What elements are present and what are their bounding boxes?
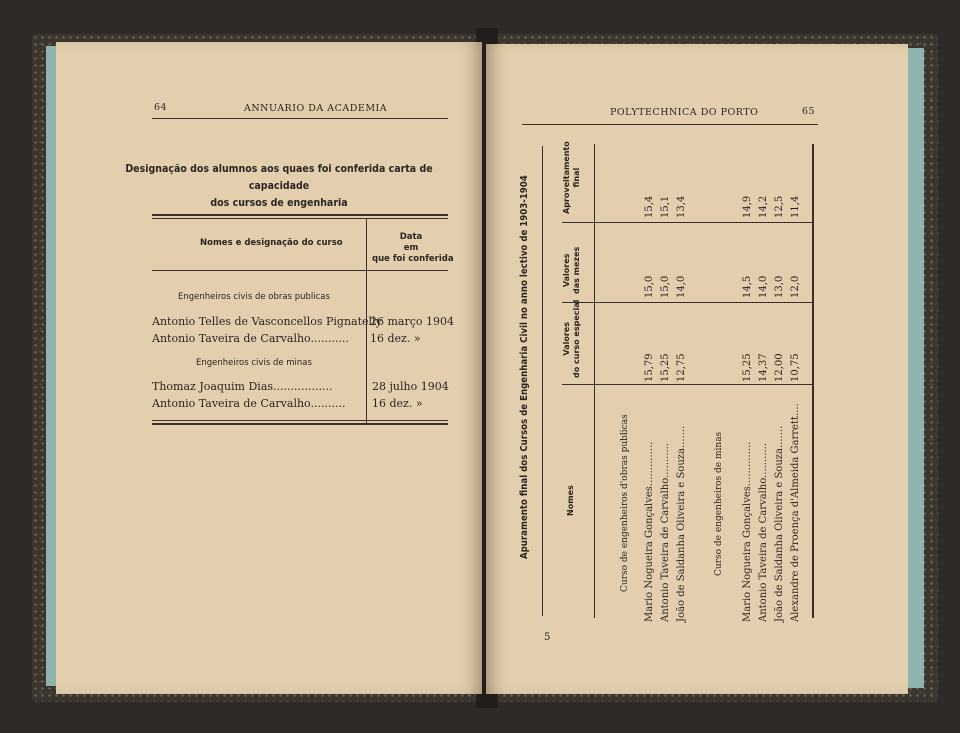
value-curso: 12,75 bbox=[676, 353, 687, 382]
value-final: 11,4 bbox=[790, 195, 801, 218]
right-running-head: POLYTECHNICA DO PORTO bbox=[610, 107, 759, 118]
right-page-number: 65 bbox=[802, 106, 816, 117]
title-line-1: Designação dos alumnos aos quaes foi conferida carta de capacidade bbox=[125, 162, 433, 192]
col-rule-1 bbox=[562, 222, 812, 223]
group-obras-publicas: Curso de engenheiros d'obras publicas bbox=[620, 414, 630, 592]
section-minas: Engenheiros civis de minas bbox=[196, 358, 312, 368]
col-rule-3 bbox=[562, 384, 812, 385]
table-row-name: Antonio Taveira de Carvalho.......... bbox=[152, 397, 346, 410]
table-title: Apuramento final dos Cursos de Engenharia Civil no anno lectivo de 1903-1904 bbox=[519, 175, 530, 559]
value-curso: 12,00 bbox=[774, 353, 785, 382]
value-mezes: 15,0 bbox=[660, 275, 671, 298]
signature-mark: 5 bbox=[544, 632, 551, 643]
header-rule-bottom bbox=[152, 270, 448, 271]
col-header-valores-mezes bbox=[562, 247, 582, 294]
list-item: Mario Nogueira Gonçalves.............. bbox=[742, 441, 753, 622]
left-running-head: ANNUARIO DA ACADEMIA bbox=[244, 103, 388, 114]
col-header-date-1: Data bbox=[399, 232, 423, 242]
value-curso: 14,37 bbox=[758, 353, 769, 382]
value-mezes: 14,5 bbox=[742, 275, 753, 298]
header-rule bbox=[522, 124, 818, 125]
section-obras-publicas: Engenheiros civis de obras publicas bbox=[178, 292, 330, 302]
col-header-date-2: em bbox=[403, 243, 419, 253]
table-row-date: 28 julho 1904 bbox=[372, 380, 449, 393]
document-title bbox=[120, 160, 438, 211]
value-curso: 15,25 bbox=[742, 353, 753, 382]
value-final: 15,4 bbox=[644, 195, 655, 218]
col-header-nomes: Nomes bbox=[566, 485, 575, 516]
value-mezes: 14,0 bbox=[676, 275, 687, 298]
table-bottom-rule bbox=[152, 420, 448, 421]
aprov-line-1: Aproveitamento bbox=[562, 141, 571, 214]
value-final: 14,2 bbox=[758, 195, 769, 218]
list-item: Antonio Taveira de Carvalho........... bbox=[758, 442, 769, 622]
list-item: Antonio Taveira de Carvalho........... bbox=[660, 442, 671, 622]
table-top-rule-2 bbox=[152, 218, 448, 219]
value-final: 12,5 bbox=[774, 195, 785, 218]
value-final: 14,9 bbox=[742, 195, 753, 218]
col-header-valores-curso bbox=[562, 300, 582, 378]
header-divider bbox=[594, 144, 595, 618]
curso-line-1: Valores bbox=[562, 322, 571, 356]
value-final: 13,4 bbox=[676, 195, 687, 218]
value-mezes: 12,0 bbox=[790, 275, 801, 298]
value-curso: 15,25 bbox=[660, 353, 671, 382]
right-page bbox=[486, 44, 908, 694]
mezes-line-1: Valores bbox=[562, 253, 571, 288]
value-mezes: 14,0 bbox=[758, 275, 769, 298]
list-item: João de Saldanha Oliveira e Souza....... bbox=[676, 425, 687, 622]
list-item: João de Saldanha Oliveira e Souza....... bbox=[774, 425, 785, 622]
title-line-2: dos cursos de engenharia bbox=[210, 196, 348, 209]
value-curso: 10,75 bbox=[790, 353, 801, 382]
table-row-name: Antonio Telles de Vasconcellos Pignatelly bbox=[152, 315, 382, 328]
value-final: 15,1 bbox=[660, 195, 671, 218]
value-mezes: 13,0 bbox=[774, 275, 785, 298]
left-page-number: 64 bbox=[154, 102, 168, 113]
curso-line-2: do curso especial bbox=[572, 299, 581, 378]
value-mezes: 15,0 bbox=[644, 275, 655, 298]
header-rule bbox=[152, 118, 448, 119]
col-header-date-3: que foi conferida bbox=[372, 254, 454, 264]
left-page bbox=[56, 42, 482, 694]
table-row-date: 26 março 1904 bbox=[370, 315, 455, 328]
mezes-line-2: das mezes bbox=[572, 246, 581, 294]
col-rule-2 bbox=[562, 302, 812, 303]
table-bottom-rule-2 bbox=[152, 423, 448, 425]
group-minas: Curso de engenheiros de minas bbox=[714, 431, 724, 576]
table-row-date: 16 dez. » bbox=[372, 397, 423, 410]
table-left-rule bbox=[542, 146, 543, 616]
page-edge-right bbox=[908, 48, 924, 688]
list-item: Mario Nogueira Gonçalves.............. bbox=[644, 441, 655, 622]
aprov-line-2: final bbox=[572, 167, 581, 188]
value-curso: 15,79 bbox=[644, 353, 655, 382]
col-header-name: Nomes e designação do curso bbox=[200, 238, 343, 248]
table-top-rule bbox=[152, 214, 448, 216]
table-row-date: 16 dez. » bbox=[370, 332, 421, 345]
col-header-aproveitamento bbox=[562, 141, 582, 214]
list-item: Alexandre de Proença d'Almeida Garrett.... bbox=[790, 403, 801, 622]
table-right-rule bbox=[812, 144, 814, 618]
table-row-name: Antonio Taveira de Carvalho........... bbox=[152, 332, 349, 345]
table-row-name: Thomaz Joaquim Dias................. bbox=[152, 380, 333, 393]
